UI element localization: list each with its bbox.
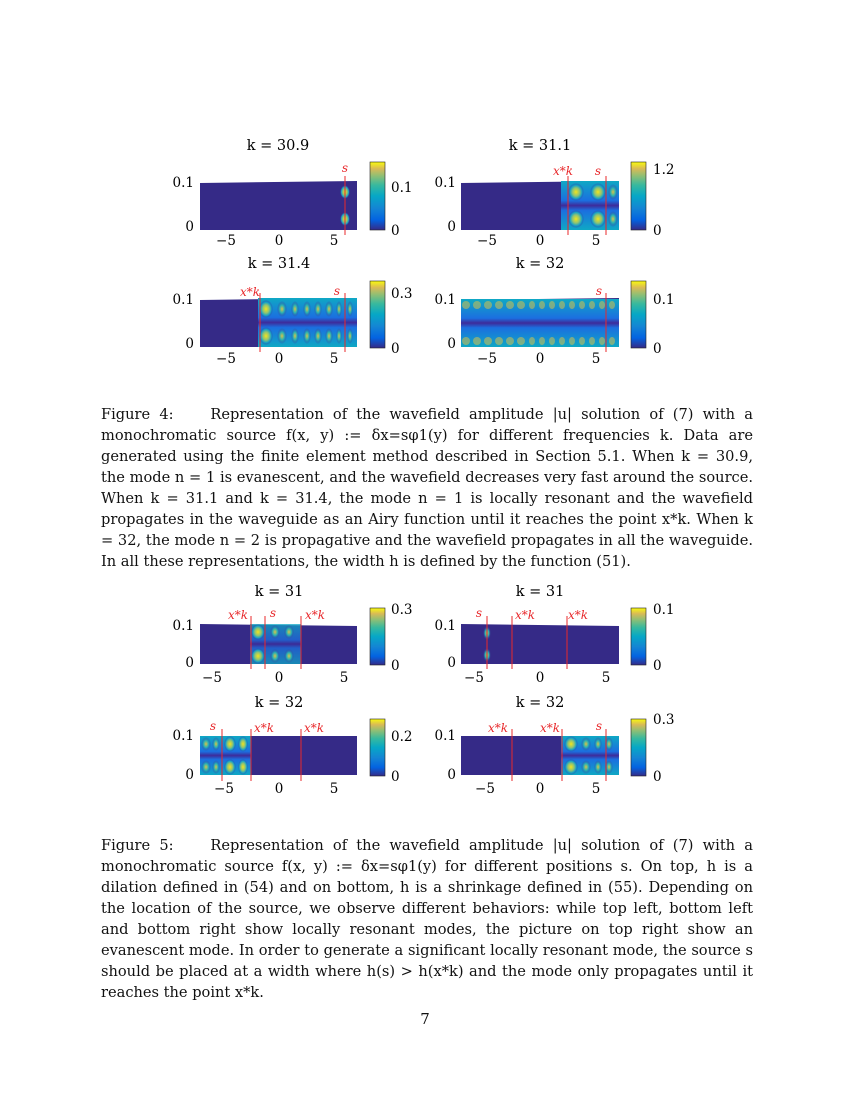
colorbar xyxy=(631,608,646,665)
page-number: 7 xyxy=(420,1010,430,1028)
fig5-panel-1 xyxy=(173,584,413,686)
xtick: 5 xyxy=(601,670,611,686)
marker-label-xk: x*k xyxy=(567,608,589,622)
colorbar-min: 0 xyxy=(391,769,400,785)
ytick-bottom: 0 xyxy=(185,655,194,671)
colorbar xyxy=(370,608,385,665)
colorbar-min: 0 xyxy=(391,223,400,239)
colorbar-max: 0.1 xyxy=(653,292,675,308)
caption-text: Representation of the wavefield amplitude |u| solution of (7) with a monochromatic source f(x, y) := δx=sφ1(y) for different frequencies k. Data are generated using the finite element method described in Section 5.1. When k = 30.9, the mode n = 1 is evanescent, and the wavefield decreases very fast around the source. When k = 31.1 and k = 31.4, the mode n = 1 is locally resonant and the wavefield propagates in the waveguide as an Airy function until it reaches the point x*k. When k = 32, the mode n = 2 is propagative and the wavefield propagates in all the waveguide. In all these representations, the width h is defined by the function (51). xyxy=(101,406,753,570)
panel-title: k = 30.9 xyxy=(246,138,310,154)
fig5-panel-4 xyxy=(435,695,675,797)
fig4-panel-2 xyxy=(435,138,675,249)
fig5-panel-3 xyxy=(173,695,413,797)
ytick-bottom: 0 xyxy=(447,336,456,352)
colorbar-min: 0 xyxy=(653,223,662,239)
xtick: 0 xyxy=(535,233,545,249)
xtick: 0 xyxy=(274,781,284,797)
heatmap xyxy=(461,736,619,775)
xtick: −5 xyxy=(202,670,222,686)
colorbar-min: 0 xyxy=(391,341,400,357)
colorbar-min: 0 xyxy=(653,658,662,674)
xtick: 5 xyxy=(339,670,349,686)
xtick: −5 xyxy=(216,233,236,249)
ytick-top: 0.1 xyxy=(172,728,194,744)
ytick-bottom: 0 xyxy=(185,336,194,352)
caption-label: Figure 4: xyxy=(101,406,174,423)
fig4-panel-4 xyxy=(435,256,675,367)
caption-text: Representation of the wavefield amplitude |u| solution of (7) with a monochromatic source f(x, y) := δx=sφ1(y) for different positions s. On top, h is a dilation defined in (54) and on bottom, h is a shrinkage defined in (55). Depending on the location of the source, we observe different behaviors: while top left, bottom left and bottom right show locally resonant modes, the picture on top right show an evanescent mode. In order to generate a significant locally resonant mode, the source s should be placed at a width where h(s) > h(x*k) and the mode only propagates until it reaches the point x*k. xyxy=(101,837,753,1001)
ytick-bottom: 0 xyxy=(447,219,456,235)
ytick-bottom: 0 xyxy=(185,219,194,235)
colorbar xyxy=(631,162,646,230)
heatmap xyxy=(200,624,357,664)
panel-title: k = 32 xyxy=(254,695,304,711)
colorbar-max: 0.3 xyxy=(391,602,413,618)
panel-title: k = 32 xyxy=(515,256,565,272)
colorbar-min: 0 xyxy=(653,341,662,357)
colorbar-min: 0 xyxy=(391,658,400,674)
marker-label-s: s xyxy=(341,161,349,175)
xtick: −5 xyxy=(214,781,234,797)
heatmap xyxy=(200,181,357,230)
xtick: −5 xyxy=(464,670,484,686)
colorbar xyxy=(370,162,385,230)
xtick: 0 xyxy=(535,781,545,797)
fig4-panel-3 xyxy=(173,256,413,367)
caption-label: Figure 5: xyxy=(101,837,174,854)
panel-title: k = 31.4 xyxy=(247,256,311,272)
marker-label-s: s xyxy=(595,284,603,298)
xtick: 5 xyxy=(329,351,339,367)
fig5-panel-2 xyxy=(435,584,675,686)
marker-label-xk: x*k xyxy=(514,608,536,622)
panel-title: k = 31.1 xyxy=(508,138,572,154)
colorbar xyxy=(370,719,385,776)
marker-label-s: s xyxy=(595,719,603,733)
xtick: 5 xyxy=(591,233,601,249)
xtick: 5 xyxy=(329,781,339,797)
colorbar-max: 1.2 xyxy=(653,162,675,178)
figure-4-caption xyxy=(101,404,753,572)
ytick-bottom: 0 xyxy=(447,767,456,783)
colorbar-max: 0.3 xyxy=(391,286,413,302)
xtick: 0 xyxy=(535,351,545,367)
colorbar-min: 0 xyxy=(653,769,662,785)
heatmap xyxy=(461,298,619,347)
ytick-top: 0.1 xyxy=(172,292,194,308)
ytick-top: 0.1 xyxy=(434,618,456,634)
marker-label-xk: x*k xyxy=(253,721,275,735)
xtick: 5 xyxy=(329,233,339,249)
xtick: −5 xyxy=(216,351,236,367)
marker-label-xk: x*k xyxy=(239,285,261,299)
xtick: 0 xyxy=(274,670,284,686)
xtick: −5 xyxy=(477,233,497,249)
marker-label-xk: x*k xyxy=(539,721,561,735)
ytick-top: 0.1 xyxy=(434,175,456,191)
ytick-top: 0.1 xyxy=(172,618,194,634)
colorbar-max: 0.1 xyxy=(391,180,413,196)
xtick: 0 xyxy=(535,670,545,686)
colorbar xyxy=(370,281,385,348)
marker-label-xk: x*k xyxy=(227,608,249,622)
xtick: 5 xyxy=(591,351,601,367)
heatmap xyxy=(200,736,357,775)
colorbar xyxy=(631,281,646,348)
ytick-top: 0.1 xyxy=(434,292,456,308)
xtick: −5 xyxy=(477,351,497,367)
ytick-top: 0.1 xyxy=(172,175,194,191)
ytick-bottom: 0 xyxy=(447,655,456,671)
heatmap xyxy=(461,624,619,664)
heatmap xyxy=(200,298,357,347)
colorbar-max: 0.3 xyxy=(653,712,675,728)
marker-label-xk: x*k xyxy=(487,721,509,735)
marker-label-s: s xyxy=(209,719,217,733)
marker-label-xk: x*k xyxy=(552,164,574,178)
marker-label-xk: x*k xyxy=(304,608,326,622)
marker-label-xk: x*k xyxy=(303,721,325,735)
marker-label-s: s xyxy=(475,606,483,620)
figure-5-caption xyxy=(101,835,753,1003)
marker-label-s: s xyxy=(594,164,602,178)
xtick: −5 xyxy=(475,781,495,797)
heatmap xyxy=(461,181,619,230)
colorbar xyxy=(631,719,646,776)
colorbar-max: 0.1 xyxy=(653,602,675,618)
marker-label-s: s xyxy=(333,284,341,298)
xtick: 0 xyxy=(274,351,284,367)
xtick: 0 xyxy=(274,233,284,249)
panel-title: k = 31 xyxy=(515,584,565,600)
colorbar-max: 0.2 xyxy=(391,729,413,745)
ytick-top: 0.1 xyxy=(434,728,456,744)
panel-title: k = 32 xyxy=(515,695,565,711)
ytick-bottom: 0 xyxy=(185,767,194,783)
fig4-panel-1 xyxy=(173,138,413,249)
xtick: 5 xyxy=(591,781,601,797)
panel-title: k = 31 xyxy=(254,584,304,600)
marker-label-s: s xyxy=(269,606,277,620)
